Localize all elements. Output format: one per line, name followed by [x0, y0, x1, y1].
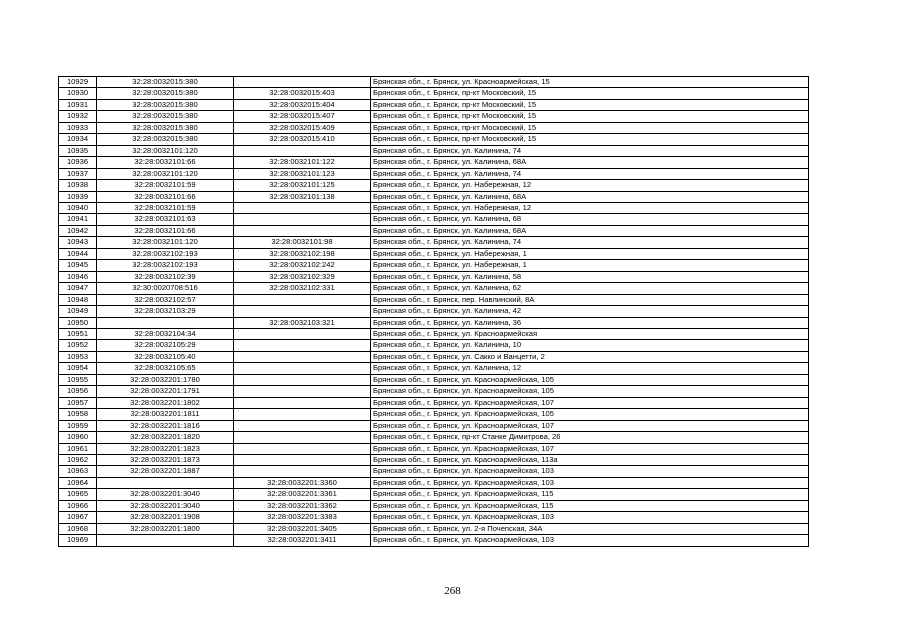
- table-row: [59, 386, 809, 397]
- row-number-cell: 10966: [59, 500, 97, 511]
- table-row: [59, 202, 809, 213]
- table-row: [59, 409, 809, 420]
- related-cadastral-number-cell: [234, 454, 371, 465]
- address-cell: Брянская обл., г. Брянск, ул. Красноармейская, 103: [371, 466, 809, 477]
- related-cadastral-number-cell: 32:28:0032201:3405: [234, 523, 371, 534]
- table-row: [59, 512, 809, 523]
- cadastral-number-cell: 32:28:0032102:193: [97, 248, 234, 259]
- table-row: [59, 157, 809, 168]
- table-row: [59, 168, 809, 179]
- address-cell: Брянская обл., г. Брянск, ул. Калинина, 68А: [371, 157, 809, 168]
- row-number-cell: 10940: [59, 202, 97, 213]
- row-number-cell: 10951: [59, 328, 97, 339]
- row-number-cell: 10959: [59, 420, 97, 431]
- address-cell: Брянская обл., г. Брянск, ул. Набережная, 12: [371, 202, 809, 213]
- row-number-cell: 10945: [59, 260, 97, 271]
- cadastral-number-cell: 32:28:0032105:40: [97, 351, 234, 362]
- related-cadastral-number-cell: [234, 374, 371, 385]
- row-number-cell: 10953: [59, 351, 97, 362]
- row-number-cell: 10938: [59, 180, 97, 191]
- related-cadastral-number-cell: [234, 294, 371, 305]
- address-cell: Брянская обл., г. Брянск, ул. 2-я Почепская, 34А: [371, 523, 809, 534]
- related-cadastral-number-cell: [234, 77, 371, 88]
- row-number-cell: 10954: [59, 363, 97, 374]
- related-cadastral-number-cell: 32:28:0032201:3383: [234, 512, 371, 523]
- cadastral-number-cell: 32:28:0032015:380: [97, 122, 234, 133]
- address-cell: Брянская обл., г. Брянск, ул. Красноармейская, 15: [371, 77, 809, 88]
- row-number-cell: 10931: [59, 99, 97, 110]
- address-cell: Брянская обл., г. Брянск, ул. Красноармейская, 105: [371, 386, 809, 397]
- address-cell: Брянская обл., г. Брянск, ул. Набережная, 12: [371, 180, 809, 191]
- cadastral-number-cell: 32:28:0032101:120: [97, 145, 234, 156]
- cadastral-number-cell: 32:28:0032101:66: [97, 157, 234, 168]
- cadastral-number-cell: 32:28:0032101:59: [97, 202, 234, 213]
- row-number-cell: 10932: [59, 111, 97, 122]
- related-cadastral-number-cell: 32:28:0032103:321: [234, 317, 371, 328]
- related-cadastral-number-cell: 32:28:0032102:331: [234, 283, 371, 294]
- row-number-cell: 10961: [59, 443, 97, 454]
- cadastral-number-cell: 32:28:0032201:1887: [97, 466, 234, 477]
- related-cadastral-number-cell: [234, 363, 371, 374]
- table-row: [59, 432, 809, 443]
- related-cadastral-number-cell: 32:28:0032015:410: [234, 134, 371, 145]
- address-cell: Брянская обл., г. Брянск, ул. Красноармейская: [371, 328, 809, 339]
- related-cadastral-number-cell: 32:28:0032015:409: [234, 122, 371, 133]
- table-row: [59, 145, 809, 156]
- address-cell: Брянская обл., г. Брянск, ул. Калинина, 12: [371, 363, 809, 374]
- cadastral-number-cell: 32:28:0032201:1873: [97, 454, 234, 465]
- cadastral-number-cell: 32:28:0032101:120: [97, 237, 234, 248]
- table-row: [59, 88, 809, 99]
- row-number-cell: 10936: [59, 157, 97, 168]
- row-number-cell: 10952: [59, 340, 97, 351]
- table-row: [59, 77, 809, 88]
- cadastral-number-cell: [97, 317, 234, 328]
- table-row: [59, 374, 809, 385]
- address-cell: Брянская обл., г. Брянск, ул. Красноармейская, 115: [371, 489, 809, 500]
- row-number-cell: 10949: [59, 306, 97, 317]
- table-row: [59, 180, 809, 191]
- row-number-cell: 10941: [59, 214, 97, 225]
- table-row: [59, 420, 809, 431]
- row-number-cell: 10957: [59, 397, 97, 408]
- cadastral-number-cell: 32:28:0032201:1791: [97, 386, 234, 397]
- related-cadastral-number-cell: [234, 202, 371, 213]
- table-row: [59, 500, 809, 511]
- related-cadastral-number-cell: 32:28:0032015:404: [234, 99, 371, 110]
- row-number-cell: 10934: [59, 134, 97, 145]
- related-cadastral-number-cell: 32:28:0032201:3361: [234, 489, 371, 500]
- table-row: [59, 260, 809, 271]
- row-number-cell: 10946: [59, 271, 97, 282]
- row-number-cell: 10967: [59, 512, 97, 523]
- table-row: [59, 454, 809, 465]
- related-cadastral-number-cell: 32:28:0032101:138: [234, 191, 371, 202]
- address-cell: Брянская обл., г. Брянск, ул. Калинина, 10: [371, 340, 809, 351]
- address-cell: Брянская обл., г. Брянск, ул. Набережная, 1: [371, 248, 809, 259]
- related-cadastral-number-cell: [234, 443, 371, 454]
- page-number: 268: [444, 585, 461, 597]
- cadastral-number-cell: 32:28:0032015:380: [97, 134, 234, 145]
- related-cadastral-number-cell: [234, 397, 371, 408]
- related-cadastral-number-cell: 32:28:0032201:3360: [234, 477, 371, 488]
- cadastral-number-cell: 32:28:0032101:63: [97, 214, 234, 225]
- table-row: [59, 489, 809, 500]
- cadastral-number-cell: 32:28:0032101:59: [97, 180, 234, 191]
- table-row: [59, 340, 809, 351]
- table-row: [59, 466, 809, 477]
- cadastral-number-cell: 32:28:0032201:3040: [97, 489, 234, 500]
- cadastral-number-cell: 32:28:0032101:120: [97, 168, 234, 179]
- row-number-cell: 10965: [59, 489, 97, 500]
- related-cadastral-number-cell: 32:28:0032101:125: [234, 180, 371, 191]
- row-number-cell: 10944: [59, 248, 97, 259]
- cadastral-number-cell: 32:28:0032103:29: [97, 306, 234, 317]
- address-cell: Брянская обл., г. Брянск, ул. Калинина, 74: [371, 145, 809, 156]
- cadastral-number-cell: 32:28:0032015:380: [97, 88, 234, 99]
- table-row: [59, 351, 809, 362]
- related-cadastral-number-cell: 32:28:0032101:122: [234, 157, 371, 168]
- address-cell: Брянская обл., г. Брянск, ул. Калинина, 42: [371, 306, 809, 317]
- table-row: [59, 535, 809, 546]
- related-cadastral-number-cell: 32:28:0032015:403: [234, 88, 371, 99]
- row-number-cell: 10939: [59, 191, 97, 202]
- table-row: [59, 134, 809, 145]
- cadastral-number-cell: 32:28:0032105:29: [97, 340, 234, 351]
- table-row: [59, 271, 809, 282]
- related-cadastral-number-cell: [234, 432, 371, 443]
- table-row: [59, 397, 809, 408]
- related-cadastral-number-cell: [234, 306, 371, 317]
- address-cell: Брянская обл., г. Брянск, ул. Сакко и Ванцетти, 2: [371, 351, 809, 362]
- related-cadastral-number-cell: [234, 214, 371, 225]
- row-number-cell: 10935: [59, 145, 97, 156]
- address-cell: Брянская обл., г. Брянск, пр-кт Московский, 15: [371, 99, 809, 110]
- row-number-cell: 10929: [59, 77, 97, 88]
- cadastral-number-cell: 32:28:0032102:39: [97, 271, 234, 282]
- address-cell: Брянская обл., г. Брянск, пр-кт Станке Димитрова, 26: [371, 432, 809, 443]
- row-number-cell: 10958: [59, 409, 97, 420]
- table-row: [59, 111, 809, 122]
- cadastral-number-cell: 32:28:0032102:193: [97, 260, 234, 271]
- cadastral-number-cell: 32:28:0032201:1908: [97, 512, 234, 523]
- address-cell: Брянская обл., г. Брянск, пр-кт Московский, 15: [371, 134, 809, 145]
- address-cell: Брянская обл., г. Брянск, ул. Калинина, 68А: [371, 191, 809, 202]
- table-row: [59, 328, 809, 339]
- table-row: [59, 477, 809, 488]
- table-row: [59, 523, 809, 534]
- cadastral-number-cell: 32:28:0032201:1800: [97, 523, 234, 534]
- cadastral-number-cell: 32:28:0032102:57: [97, 294, 234, 305]
- row-number-cell: 10969: [59, 535, 97, 546]
- address-cell: Брянская обл., г. Брянск, пр-кт Московский, 15: [371, 88, 809, 99]
- table-row: [59, 99, 809, 110]
- cadastral-number-cell: 32:28:0032015:380: [97, 77, 234, 88]
- cadastral-number-cell: 32:28:0032201:1802: [97, 397, 234, 408]
- related-cadastral-number-cell: [234, 145, 371, 156]
- table-row: [59, 248, 809, 259]
- address-cell: Брянская обл., г. Брянск, ул. Калинина, 58: [371, 271, 809, 282]
- cadastral-number-cell: 32:28:0032105:65: [97, 363, 234, 374]
- related-cadastral-number-cell: [234, 340, 371, 351]
- row-number-cell: 10955: [59, 374, 97, 385]
- address-cell: Брянская обл., г. Брянск, ул. Набережная, 1: [371, 260, 809, 271]
- address-cell: Брянская обл., г. Брянск, ул. Красноармейская, 107: [371, 420, 809, 431]
- cadastral-number-cell: 32:28:0032201:1823: [97, 443, 234, 454]
- table-row: [59, 363, 809, 374]
- table-row: [59, 443, 809, 454]
- related-cadastral-number-cell: 32:28:0032201:3411: [234, 535, 371, 546]
- address-cell: Брянская обл., г. Брянск, ул. Красноармейская, 103: [371, 477, 809, 488]
- address-cell: Брянская обл., г. Брянск, ул. Калинина, 74: [371, 237, 809, 248]
- related-cadastral-number-cell: [234, 386, 371, 397]
- row-number-cell: 10950: [59, 317, 97, 328]
- cadastral-number-cell: 32:28:0032201:1816: [97, 420, 234, 431]
- table-row: [59, 225, 809, 236]
- row-number-cell: 10947: [59, 283, 97, 294]
- address-cell: Брянская обл., г. Брянск, ул. Калинина, 74: [371, 168, 809, 179]
- cadastral-number-cell: [97, 535, 234, 546]
- address-cell: Брянская обл., г. Брянск, ул. Красноармейская, 107: [371, 397, 809, 408]
- table-row: [59, 237, 809, 248]
- row-number-cell: 10943: [59, 237, 97, 248]
- row-number-cell: 10933: [59, 122, 97, 133]
- table-body: [59, 77, 809, 547]
- cadastral-number-cell: 32:28:0032201:1811: [97, 409, 234, 420]
- row-number-cell: 10962: [59, 454, 97, 465]
- cadastral-number-cell: 32:28:0032201:1780: [97, 374, 234, 385]
- row-number-cell: 10960: [59, 432, 97, 443]
- cadastral-number-cell: 32:30:0020708:516: [97, 283, 234, 294]
- cadastral-number-cell: 32:28:0032015:380: [97, 111, 234, 122]
- address-cell: Брянская обл., г. Брянск, ул. Калинина, 62: [371, 283, 809, 294]
- cadastral-number-cell: 32:28:0032104:34: [97, 328, 234, 339]
- related-cadastral-number-cell: 32:28:0032015:407: [234, 111, 371, 122]
- row-number-cell: 10968: [59, 523, 97, 534]
- address-cell: Брянская обл., г. Брянск, ул. Красноармейская, 105: [371, 374, 809, 385]
- table-row: [59, 191, 809, 202]
- related-cadastral-number-cell: 32:28:0032101:98: [234, 237, 371, 248]
- related-cadastral-number-cell: [234, 466, 371, 477]
- row-number-cell: 10956: [59, 386, 97, 397]
- table-row: [59, 122, 809, 133]
- table-row: [59, 214, 809, 225]
- registry-table: [58, 76, 809, 547]
- row-number-cell: 10964: [59, 477, 97, 488]
- related-cadastral-number-cell: 32:28:0032201:3362: [234, 500, 371, 511]
- address-cell: Брянская обл., г. Брянск, ул. Красноармейская, 113а: [371, 454, 809, 465]
- address-cell: Брянская обл., г. Брянск, пр-кт Московский, 15: [371, 111, 809, 122]
- related-cadastral-number-cell: [234, 409, 371, 420]
- cadastral-number-cell: 32:28:0032015:380: [97, 99, 234, 110]
- address-cell: Брянская обл., г. Брянск, ул. Красноармейская, 103: [371, 535, 809, 546]
- row-number-cell: 10937: [59, 168, 97, 179]
- cadastral-number-cell: [97, 477, 234, 488]
- related-cadastral-number-cell: [234, 420, 371, 431]
- related-cadastral-number-cell: [234, 225, 371, 236]
- address-cell: Брянская обл., г. Брянск, ул. Калинина, 68: [371, 214, 809, 225]
- cadastral-number-cell: 32:28:0032201:3040: [97, 500, 234, 511]
- row-number-cell: 10948: [59, 294, 97, 305]
- related-cadastral-number-cell: [234, 351, 371, 362]
- address-cell: Брянская обл., г. Брянск, ул. Красноармейская, 103: [371, 512, 809, 523]
- related-cadastral-number-cell: [234, 328, 371, 339]
- table-row: [59, 283, 809, 294]
- row-number-cell: 10942: [59, 225, 97, 236]
- address-cell: Брянская обл., г. Брянск, пр-кт Московский, 15: [371, 122, 809, 133]
- address-cell: Брянская обл., г. Брянск, пер. Навлинский, 8А: [371, 294, 809, 305]
- table-row: [59, 317, 809, 328]
- address-cell: Брянская обл., г. Брянск, ул. Красноармейская, 105: [371, 409, 809, 420]
- table-row: [59, 294, 809, 305]
- related-cadastral-number-cell: 32:28:0032102:198: [234, 248, 371, 259]
- address-cell: Брянская обл., г. Брянск, ул. Красноармейская, 115: [371, 500, 809, 511]
- address-cell: Брянская обл., г. Брянск, ул. Калинина, 36: [371, 317, 809, 328]
- cadastral-number-cell: 32:28:0032101:66: [97, 225, 234, 236]
- related-cadastral-number-cell: 32:28:0032101:123: [234, 168, 371, 179]
- row-number-cell: 10963: [59, 466, 97, 477]
- cadastral-number-cell: 32:28:0032101:66: [97, 191, 234, 202]
- address-cell: Брянская обл., г. Брянск, ул. Калинина, 68А: [371, 225, 809, 236]
- related-cadastral-number-cell: 32:28:0032102:329: [234, 271, 371, 282]
- cadastral-number-cell: 32:28:0032201:1820: [97, 432, 234, 443]
- address-cell: Брянская обл., г. Брянск, ул. Красноармейская, 107: [371, 443, 809, 454]
- related-cadastral-number-cell: 32:28:0032102:242: [234, 260, 371, 271]
- table-row: [59, 306, 809, 317]
- row-number-cell: 10930: [59, 88, 97, 99]
